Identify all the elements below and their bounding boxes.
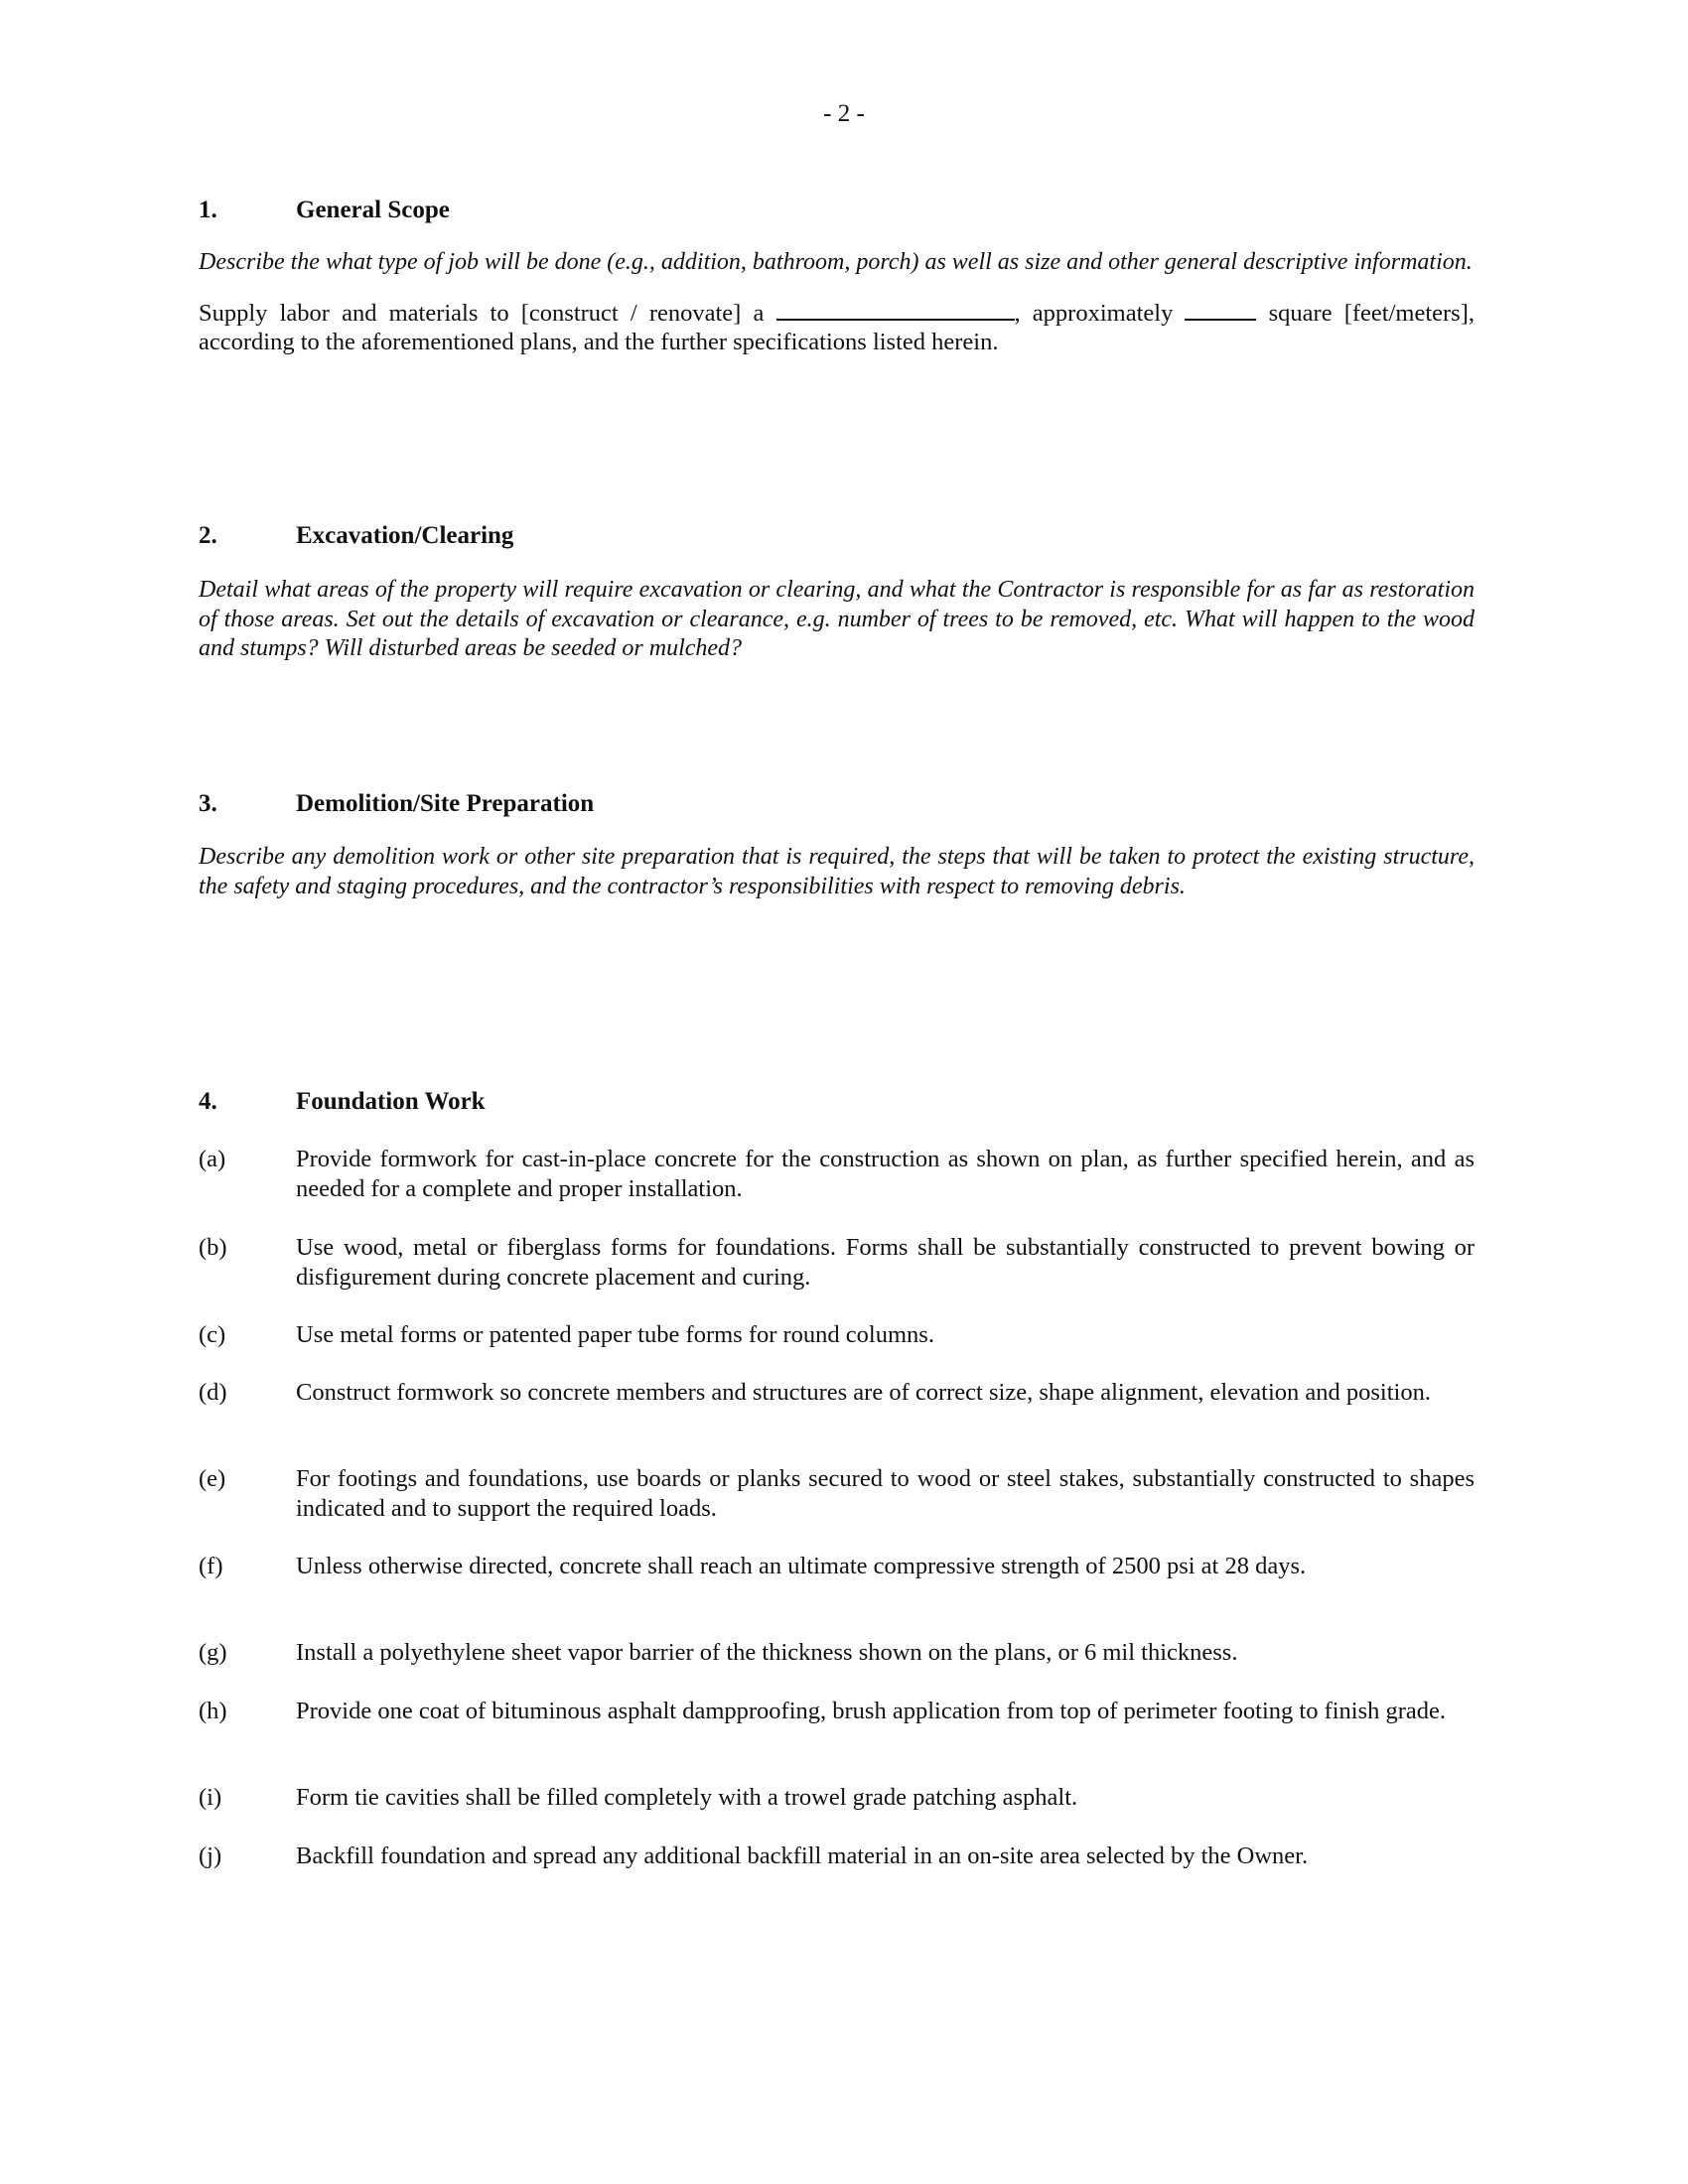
section-heading — [199, 789, 1475, 819]
list-item — [199, 1320, 1475, 1350]
section-number: 4. — [199, 1088, 217, 1115]
item-label: (g) — [199, 1639, 227, 1666]
page-number: - 2 - — [823, 100, 865, 127]
item-label: (c) — [199, 1321, 226, 1348]
section-title: General Scope — [296, 197, 450, 223]
item-text: Unless otherwise directed, concrete shall reach an ultimate compressive strength of 2500 psi at 28 days. — [296, 1553, 1307, 1579]
body-text-part: Supply labor and materials to [construct / renovate] a — [199, 299, 776, 327]
item-label: (e) — [199, 1465, 226, 1492]
item-text: Provide one coat of bituminous asphalt dampproofing, brush application from top of perimeter footing to finish grade. — [296, 1698, 1447, 1724]
item-label: (j) — [199, 1843, 222, 1869]
list-item — [199, 1552, 1475, 1581]
item-text: Provide formwork for cast-in-place concrete for the construction as shown on plan, as further specified herein, and as needed for a complete and proper installation. — [296, 1146, 1475, 1202]
section-title: Foundation Work — [296, 1088, 486, 1115]
list-item — [199, 1464, 1475, 1523]
section-heading — [199, 1087, 1475, 1117]
item-text: For footings and foundations, use boards or planks secured to wood or steel stakes, substantially constructed to shapes indicated and to support the required loads. — [296, 1465, 1475, 1522]
section-number: 2. — [199, 522, 217, 549]
section-heading — [199, 196, 1475, 225]
section-general-scope — [199, 196, 1475, 357]
item-text: Form tie cavities shall be filled completely with a trowel grade patching asphalt. — [296, 1784, 1078, 1811]
section-title: Demolition/Site Preparation — [296, 790, 595, 817]
section-number: 3. — [199, 790, 217, 817]
project-type-blank[interactable] — [776, 299, 1015, 321]
section-foundation-work — [199, 1087, 1475, 1117]
section-number: 1. — [199, 197, 217, 223]
instruction-text: Describe any demolition work or other site preparation that is required, the steps that will be taken to protect the existing structure, the safety and staging procedures, and the contractor’s responsibilities with respect to removing debris. — [199, 844, 1475, 899]
list-item — [199, 1697, 1475, 1726]
item-label: (f) — [199, 1553, 223, 1579]
section-title: Excavation/Clearing — [296, 522, 514, 549]
scope-body-text — [199, 299, 1475, 357]
item-text: Use wood, metal or fiberglass forms for foundations. Forms shall be substantially constructed to prevent bowing or disfigurement during concrete placement and curing. — [296, 1234, 1475, 1291]
item-label: (i) — [199, 1784, 222, 1811]
item-text: Use metal forms or patented paper tube forms for round columns. — [296, 1321, 934, 1348]
list-item — [199, 1233, 1475, 1292]
item-label: (a) — [199, 1146, 226, 1172]
section-demolition-site-preparation — [199, 789, 1475, 901]
body-text-part: , approximately — [1014, 299, 1186, 327]
list-item — [199, 1783, 1475, 1813]
body-text-part: square [feet/meters], according to the aforementioned plans, and the further specifications listed herein. — [199, 299, 1476, 355]
area-size-blank[interactable] — [1185, 299, 1256, 321]
list-item — [199, 1378, 1475, 1408]
list-item — [199, 1842, 1475, 1871]
item-label: (d) — [199, 1379, 227, 1406]
item-text: Backfill foundation and spread any additional backfill material in an on-site area selected by the Owner. — [296, 1843, 1309, 1869]
item-label: (h) — [199, 1698, 227, 1724]
section-excavation-clearing — [199, 521, 1475, 664]
item-text: Install a polyethylene sheet vapor barrier of the thickness shown on the plans, or 6 mil thickness. — [296, 1639, 1238, 1666]
list-item — [199, 1638, 1475, 1668]
instruction-text: Detail what areas of the property will require excavation or clearing, and what the Contractor is responsible for as far as restoration of those areas. Set out the details of excavation or clearance, e.g. number of trees to be removed, etc. What will happen to the wood and stumps? Will disturbed areas be seeded or mulched? — [199, 577, 1475, 661]
item-label: (b) — [199, 1234, 227, 1261]
section-heading — [199, 521, 1475, 551]
instruction-text: Describe the what type of job will be done (e.g., addition, bathroom, porch) as well as size and other general descriptive information. — [199, 249, 1473, 275]
list-item — [199, 1145, 1475, 1203]
item-text: Construct formwork so concrete members and structures are of correct size, shape alignment, elevation and position. — [296, 1379, 1431, 1406]
